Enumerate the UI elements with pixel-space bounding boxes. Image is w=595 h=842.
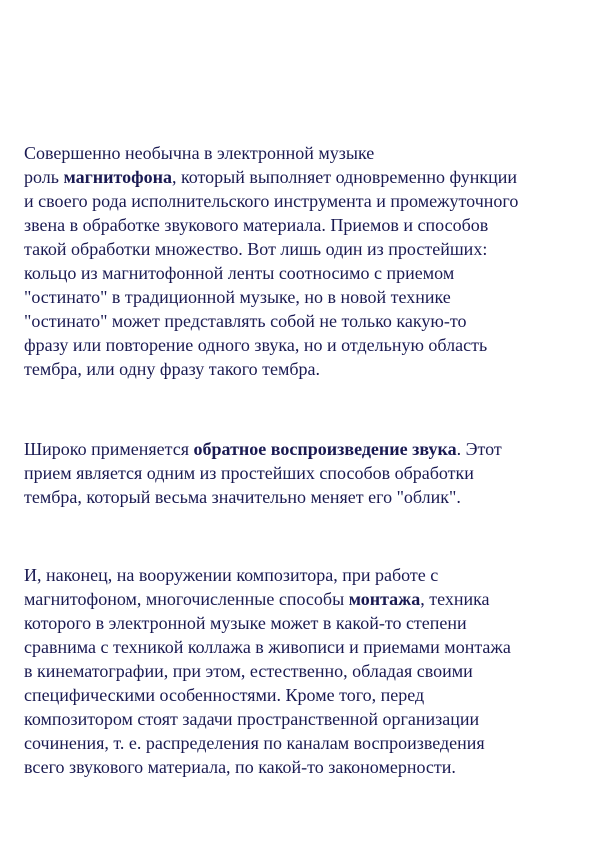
text-segment: которого в электронной музыке может в какой-то степени [24, 613, 467, 633]
text-line [24, 213, 576, 237]
text-line [24, 237, 576, 261]
paragraph-tape-recorder-role [24, 141, 576, 381]
text-segment: магнитофоном, многочисленные способы [24, 589, 349, 609]
text-line [24, 261, 576, 285]
text-line [24, 333, 576, 357]
text-line [24, 611, 576, 635]
text-line [24, 707, 576, 731]
text-segment: звена в обработке звукового материала. Приемов и способов [24, 215, 489, 235]
text-line [24, 563, 576, 587]
text-segment: сравнима с техникой коллажа в живописи и приемами монтажа [24, 637, 511, 657]
text-segment: Широко применяется [24, 439, 194, 459]
text-line [24, 659, 576, 683]
text-line [24, 755, 576, 779]
text-line [24, 635, 576, 659]
paragraph-reverse-playback [24, 437, 576, 509]
text-segment: тембра, или одну фразу такого тембра. [24, 359, 321, 379]
text-segment: кольцо из магнитофонной ленты соотносимо с приемом [24, 263, 455, 283]
text-segment: , который выполняет одновременно функции [171, 167, 518, 187]
text-segment: прием является одним из простейших способов обработки [24, 463, 474, 483]
text-line [24, 485, 576, 509]
bold-term: обратное воспроизведение звука [193, 439, 457, 459]
text-line [24, 461, 576, 485]
text-segment: и своего рода исполнительского инструмента и промежуточного [24, 191, 519, 211]
text-segment: роль [24, 167, 64, 187]
text-segment: всего звукового материала, по какой-то закономерности. [24, 757, 456, 777]
paragraph-montage [24, 563, 576, 779]
text-segment: композитором стоят задачи пространственной организации [24, 709, 480, 729]
text-line [24, 357, 576, 381]
text-segment: Совершенно необычна в электронной музыке [24, 143, 375, 163]
text-segment: . Этот [456, 439, 502, 459]
text-line [24, 165, 576, 189]
text-line [24, 141, 576, 165]
bold-term: монтажа [348, 589, 421, 609]
text-segment: "остинато" может представлять собой не только какую-то [24, 311, 467, 331]
text-line [24, 587, 576, 611]
text-segment: специфическими особенностями. Кроме того, перед [24, 685, 425, 705]
text-segment: , техника [420, 589, 490, 609]
text-segment: сочинения, т. е. распределения по каналам воспроизведения [24, 733, 485, 753]
text-segment: И, наконец, на вооружении композитора, при работе с [24, 565, 439, 585]
bold-term: магнитофона [63, 167, 172, 187]
text-line [24, 683, 576, 707]
text-line [24, 285, 576, 309]
text-line [24, 189, 576, 213]
text-line [24, 731, 576, 755]
text-segment: тембра, который весьма значительно меняет его "облик". [24, 487, 461, 507]
text-segment: в кинематографии, при этом, естественно, обладая своими [24, 661, 473, 681]
text-segment: фразу или повторение одного звука, но и отдельную область [24, 335, 488, 355]
text-segment: такой обработки множество. Вот лишь один из простейших: [24, 239, 488, 259]
text-line [24, 437, 576, 461]
text-line [24, 309, 576, 333]
text-segment: "остинато" в традиционной музыке, но в новой технике [24, 287, 451, 307]
